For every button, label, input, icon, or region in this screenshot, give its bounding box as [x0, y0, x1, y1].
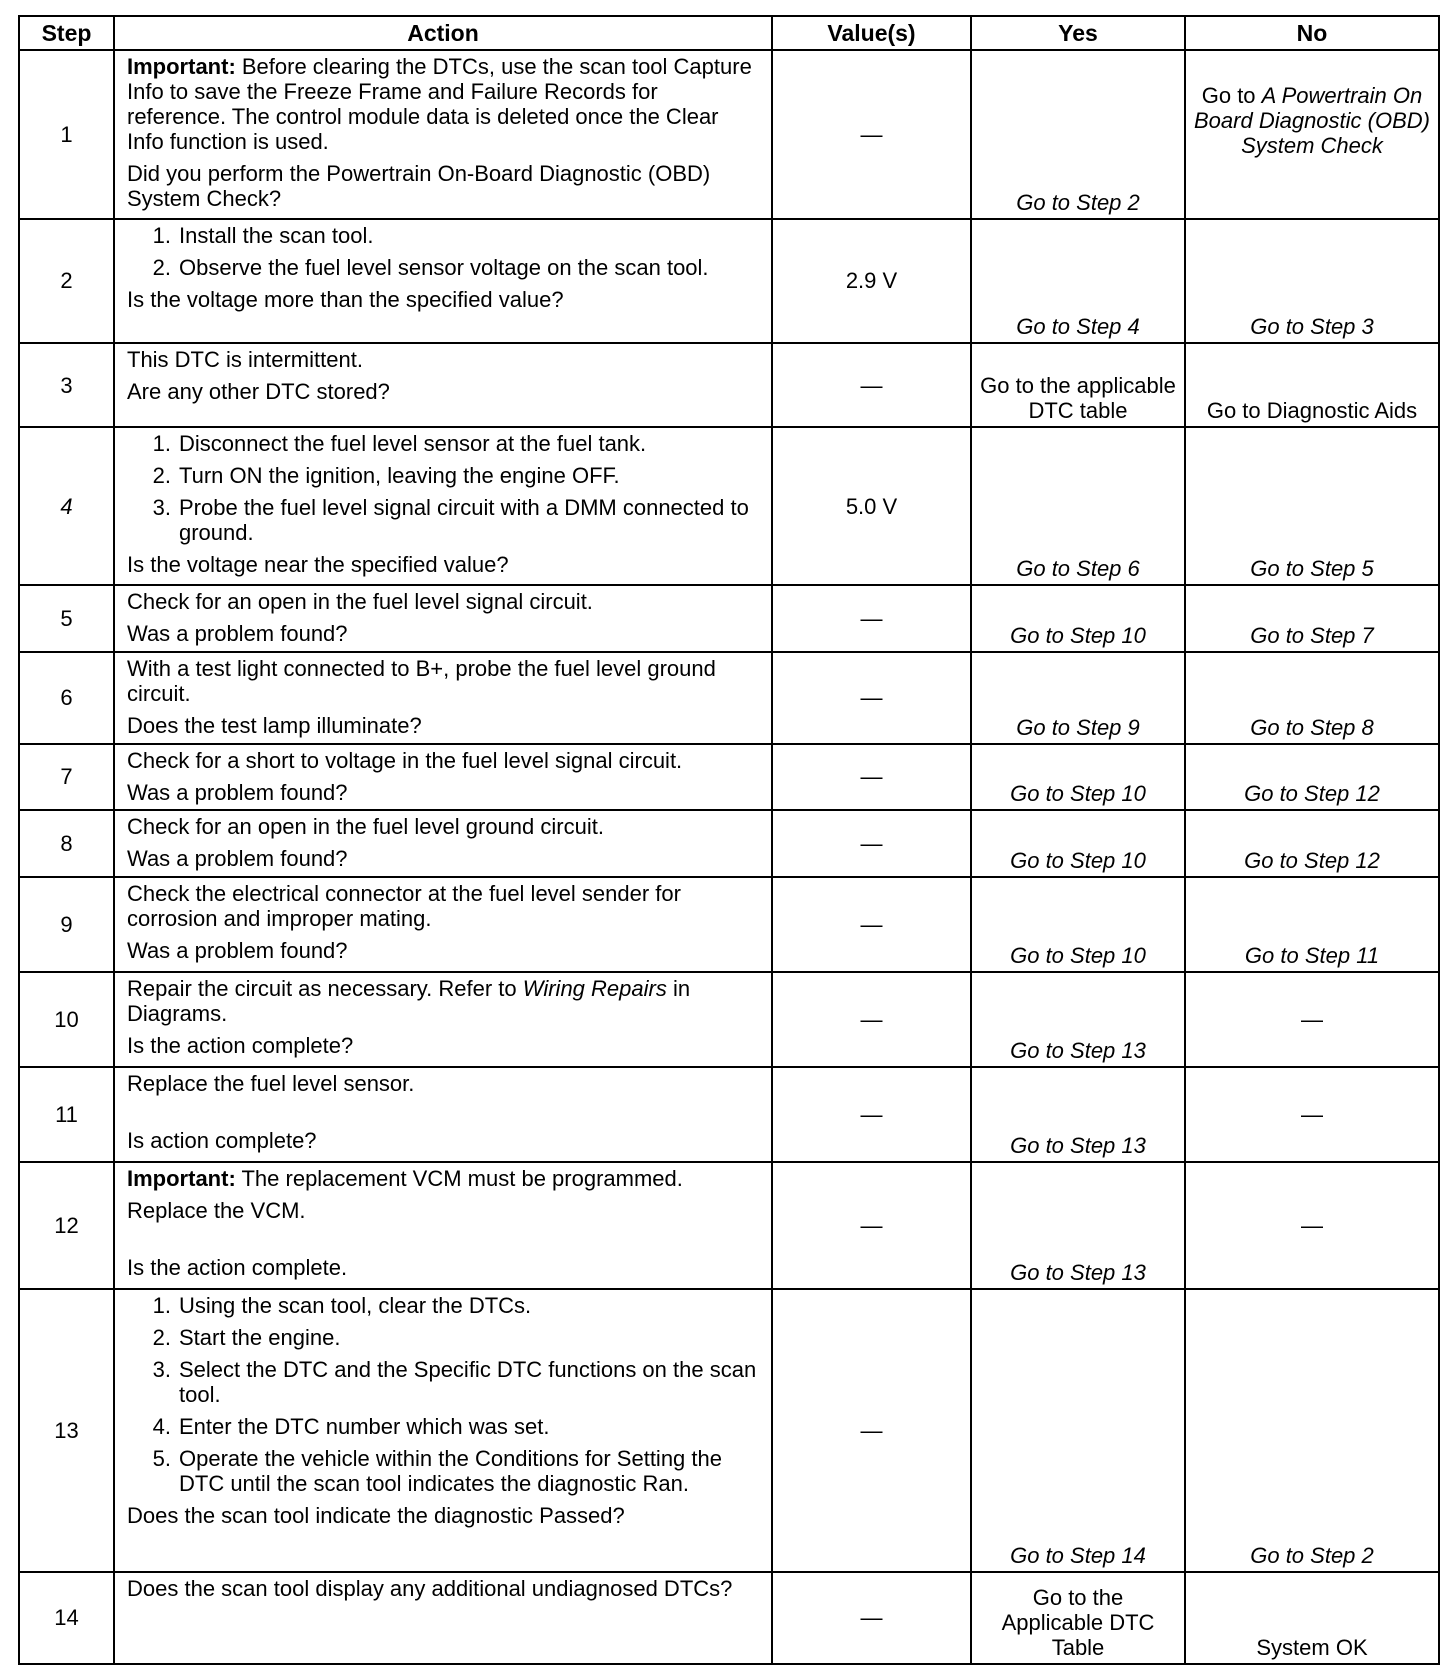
step-number: 5 — [19, 585, 114, 651]
step-number: 9 — [19, 877, 114, 972]
yes-cell: Go to the applicable DTC table — [971, 343, 1185, 427]
action-cell — [114, 1572, 772, 1664]
action-text: With a test light connected to B+, probe the fuel level ground circuit. — [127, 655, 716, 706]
important-note: Important: The replacement VCM must be programmed. — [127, 1166, 683, 1192]
no-cell: Go to Step 7 — [1185, 585, 1439, 651]
yes-cell: Go to Step 9 — [971, 652, 1185, 744]
value-cell: 5.0 V — [772, 427, 971, 585]
action-question: Was a problem found? — [127, 938, 348, 964]
table-row-step-8 — [19, 810, 1439, 877]
action-question: Is the action complete? — [127, 1033, 354, 1059]
no-cell: Go to Step 5 — [1185, 427, 1439, 585]
step-number: 3 — [19, 343, 114, 427]
action-question: Does the scan tool indicate the diagnostic Passed? — [127, 1503, 625, 1529]
header-step: Step — [19, 16, 114, 50]
value-cell: — — [772, 50, 971, 219]
value-cell: — — [772, 585, 971, 651]
diagnostic-table-document — [18, 15, 1438, 1665]
table-row-step-9 — [19, 877, 1439, 972]
action-cell — [114, 50, 772, 219]
action-cell — [114, 343, 772, 427]
step-number: 1 — [19, 50, 114, 219]
value-cell: — — [772, 1572, 971, 1664]
step-number: 13 — [19, 1289, 114, 1572]
value-cell: — — [772, 972, 971, 1067]
action-question: Was a problem found? — [127, 621, 348, 647]
value-cell: — — [772, 652, 971, 744]
value-cell: — — [772, 1289, 971, 1572]
action-cell — [114, 652, 772, 744]
list-item: 1. Disconnect the fuel level sensor at the fuel tank. — [152, 430, 647, 456]
action-cell — [114, 219, 772, 344]
action-question: Did you perform the Powertrain On-Board Diagnostic (OBD) System Check? — [127, 161, 711, 211]
action-question: Does the test lamp illuminate? — [127, 712, 422, 738]
action-cell — [114, 1162, 772, 1289]
yes-cell: Go to Step 6 — [971, 427, 1185, 585]
action-question: Was a problem found? — [127, 779, 348, 805]
header-values: Value(s) — [772, 16, 971, 50]
yes-cell: Go to Step 14 — [971, 1289, 1185, 1572]
important-note: Important: Before clearing the DTCs, use the scan tool Capture Info to save the Freeze Frame and Failure Records for reference. The control module data is deleted once the Clear Info function is used. — [127, 54, 752, 154]
action-cell — [114, 1067, 772, 1162]
action-text: Replace the fuel level sensor. — [127, 1071, 415, 1097]
table-row-step-2 — [19, 219, 1439, 344]
table-row-step-6 — [19, 652, 1439, 744]
no-cell: Go to Step 12 — [1185, 810, 1439, 877]
action-question: Are any other DTC stored? — [127, 379, 390, 405]
list-item: 1. Install the scan tool. — [152, 222, 374, 248]
table-row-step-14 — [19, 1572, 1439, 1664]
value-cell: — — [772, 1162, 971, 1289]
step-number: 2 — [19, 219, 114, 344]
action-question: Is the voltage more than the specified value? — [127, 286, 564, 312]
value-cell: — — [772, 877, 971, 972]
no-cell: Go to Step 12 — [1185, 744, 1439, 810]
list-item: 2. Turn ON the ignition, leaving the engine OFF. — [152, 462, 620, 488]
diagnostic-table — [18, 15, 1440, 1665]
list-item: 1. Using the scan tool, clear the DTCs. — [152, 1293, 532, 1319]
step-number: 12 — [19, 1162, 114, 1289]
value-cell: — — [772, 810, 971, 877]
yes-cell: Go to Step 10 — [971, 744, 1185, 810]
no-cell: Go to Diagnostic Aids — [1185, 343, 1439, 427]
action-text: Check the electrical connector at the fuel level sender for corrosion and improper mating. — [127, 881, 681, 932]
no-cell: Go to Step 2 — [1185, 1289, 1439, 1572]
step-number: 10 — [19, 972, 114, 1067]
action-cell — [114, 810, 772, 877]
list-item: 2. Observe the fuel level sensor voltage on the scan tool. — [152, 254, 709, 280]
list-item: 3. Probe the fuel level signal circuit with a DMM connected to ground. — [152, 494, 749, 545]
action-question: Was a problem found? — [127, 845, 348, 871]
table-row-step-7 — [19, 744, 1439, 810]
action-cell — [114, 972, 772, 1067]
table-row-step-12 — [19, 1162, 1439, 1289]
action-question: Is the action complete. — [127, 1255, 348, 1281]
value-cell: — — [772, 744, 971, 810]
table-header-row — [19, 16, 1439, 50]
yes-cell: Go to Step 10 — [971, 810, 1185, 877]
action-text: Check for an open in the fuel level ground circuit. — [127, 813, 604, 839]
action-text: This DTC is intermittent. — [127, 347, 363, 373]
yes-cell: Go to the Applicable DTC Table — [971, 1572, 1185, 1664]
table-row-step-3 — [19, 343, 1439, 427]
no-cell: Go to Step 11 — [1185, 877, 1439, 972]
step-number: 4 — [19, 427, 114, 585]
yes-cell: Go to Step 13 — [971, 1067, 1185, 1162]
header-no: No — [1185, 16, 1439, 50]
action-text: Check for a short to voltage in the fuel level signal circuit. — [127, 747, 683, 773]
yes-cell: Go to Step 2 — [971, 50, 1185, 219]
no-cell: Go to Step 3 — [1185, 219, 1439, 344]
action-cell — [114, 585, 772, 651]
list-item: 4. Enter the DTC number which was set. — [152, 1414, 550, 1440]
action-cell — [114, 427, 772, 585]
yes-cell: Go to Step 10 — [971, 585, 1185, 651]
list-item: 3. Select the DTC and the Specific DTC functions on the scan tool. — [152, 1357, 757, 1408]
action-cell — [114, 877, 772, 972]
step-number: 6 — [19, 652, 114, 744]
table-row-step-4 — [19, 427, 1439, 585]
no-cell: Go to A Powertrain On Board Diagnostic (OBD) System Check — [1185, 50, 1439, 219]
step-number: 11 — [19, 1067, 114, 1162]
yes-cell: Go to Step 13 — [971, 972, 1185, 1067]
yes-cell: Go to Step 4 — [971, 219, 1185, 344]
action-question: Is the voltage near the specified value? — [127, 551, 509, 577]
no-cell: — — [1185, 972, 1439, 1067]
action-text: Repair the circuit as necessary. Refer to Wiring Repairs in Diagrams. — [127, 976, 691, 1027]
yes-cell: Go to Step 13 — [971, 1162, 1185, 1289]
step-number: 7 — [19, 744, 114, 810]
table-row-step-13 — [19, 1289, 1439, 1572]
table-row-step-11 — [19, 1067, 1439, 1162]
step-number: 14 — [19, 1572, 114, 1664]
yes-cell: Go to Step 10 — [971, 877, 1185, 972]
action-question: Is action complete? — [127, 1128, 317, 1154]
value-cell: — — [772, 343, 971, 427]
action-text: Does the scan tool display any additional undiagnosed DTCs? — [127, 1575, 733, 1601]
value-cell: 2.9 V — [772, 219, 971, 344]
header-action: Action — [114, 16, 772, 50]
table-row-step-1 — [19, 50, 1439, 219]
table-row-step-10 — [19, 972, 1439, 1067]
list-item: 5. Operate the vehicle within the Conditions for Setting the DTC until the scan tool indicates the diagnostic Ran. — [152, 1446, 722, 1497]
action-cell — [114, 1289, 772, 1572]
no-cell: — — [1185, 1067, 1439, 1162]
no-cell: System OK — [1185, 1572, 1439, 1664]
action-text: Replace the VCM. — [127, 1198, 306, 1224]
no-cell: — — [1185, 1162, 1439, 1289]
table-row-step-5 — [19, 585, 1439, 651]
value-cell: — — [772, 1067, 971, 1162]
action-text: Check for an open in the fuel level signal circuit. — [127, 589, 593, 615]
no-cell: Go to Step 8 — [1185, 652, 1439, 744]
step-number: 8 — [19, 810, 114, 877]
header-yes: Yes — [971, 16, 1185, 50]
list-item: 2. Start the engine. — [152, 1325, 341, 1351]
action-cell — [114, 744, 772, 810]
